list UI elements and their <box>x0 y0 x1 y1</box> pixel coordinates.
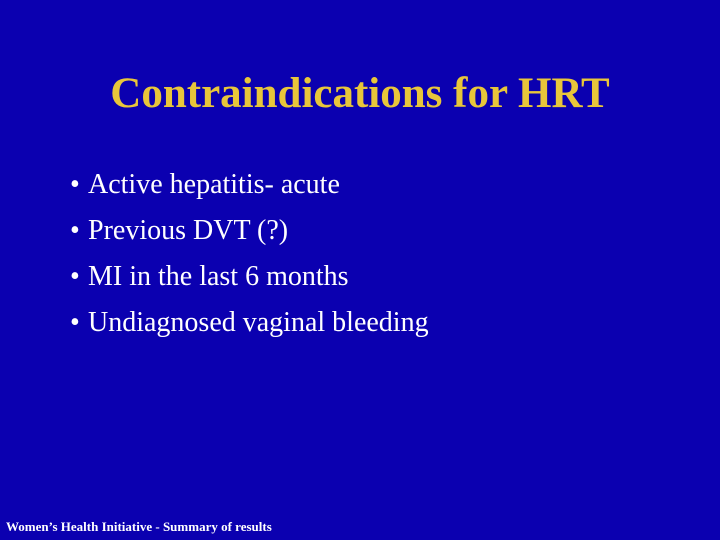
bullet-text: MI in the last 6 months <box>88 261 349 292</box>
bullet-text: Undiagnosed vaginal bleeding <box>88 307 429 338</box>
bullet-icon: • <box>70 307 80 338</box>
bullet-text: Active hepatitis- acute <box>88 169 340 200</box>
slide-title: Contraindications for HRT <box>110 70 610 117</box>
bullet-icon: • <box>70 215 80 246</box>
bullet-text: Previous DVT (?) <box>88 215 289 246</box>
bullet-icon: • <box>70 261 80 292</box>
bullet-icon: • <box>70 169 80 200</box>
source-footer: Women’s Health Initiative - Summary of results <box>6 519 272 534</box>
